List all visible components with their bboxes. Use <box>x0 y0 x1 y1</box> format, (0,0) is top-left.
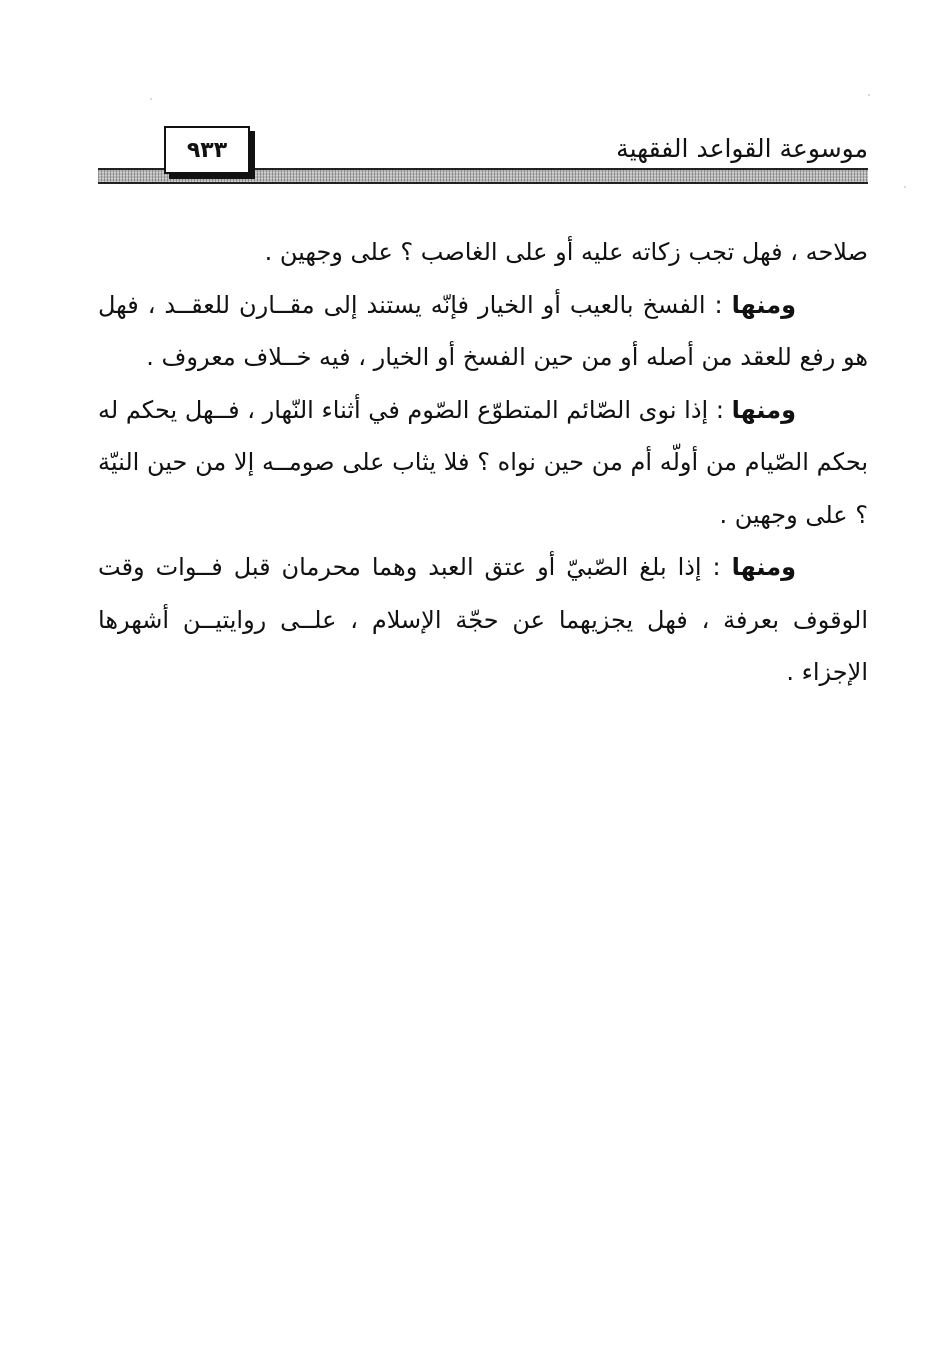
paragraph-lead-word: ومنها <box>731 290 796 319</box>
paragraph-lead-word: ومنها <box>731 553 796 581</box>
paragraph-4 <box>98 541 868 699</box>
paragraph-text: : إذا بلغ الصّبيّ أو عتق العبد وهما محرمان قبل فــوات وقت الوقوف بعرفة ، فهل يجزيهما عن حجّة الإسلام ، علــى روايتيــن أشهرها الإجزاء . <box>98 553 868 686</box>
scan-speck <box>904 186 906 188</box>
scan-speck <box>150 98 152 100</box>
scan-speck <box>868 94 870 96</box>
paragraph-text: : إذا نوى الصّائم المتطوّع الصّوم في أثناء النّهار ، فــهل يحكم له بحكم الصّيام من أولّه أم من حين نواه ؟ فلا يثاب على صومــه إلا من حين النيّة ؟ على وجهين . <box>98 395 868 529</box>
paragraph-1 <box>98 226 868 279</box>
page-number: ٩٣٣ <box>164 126 250 174</box>
paragraph-text: : الفسخ بالعيب أو الخيار فإنّه يستند إلى مقــارن للعقــد ، فهل هو رفع للعقد من أصله أو من حين الفسخ أو الخيار ، فيه خــلاف معروف . <box>98 290 868 371</box>
page-header <box>98 126 868 186</box>
paragraph-lead-word: ومنها <box>731 395 796 424</box>
body-text <box>98 226 868 699</box>
paragraph-text: صلاحه ، فهل تجب زكاته عليه أو على الغاصب ؟ على وجهين . <box>264 238 868 266</box>
paragraph-3 <box>98 384 868 542</box>
running-title: موسوعة القواعد الفقهية <box>616 134 868 163</box>
paragraph-2 <box>98 279 868 384</box>
